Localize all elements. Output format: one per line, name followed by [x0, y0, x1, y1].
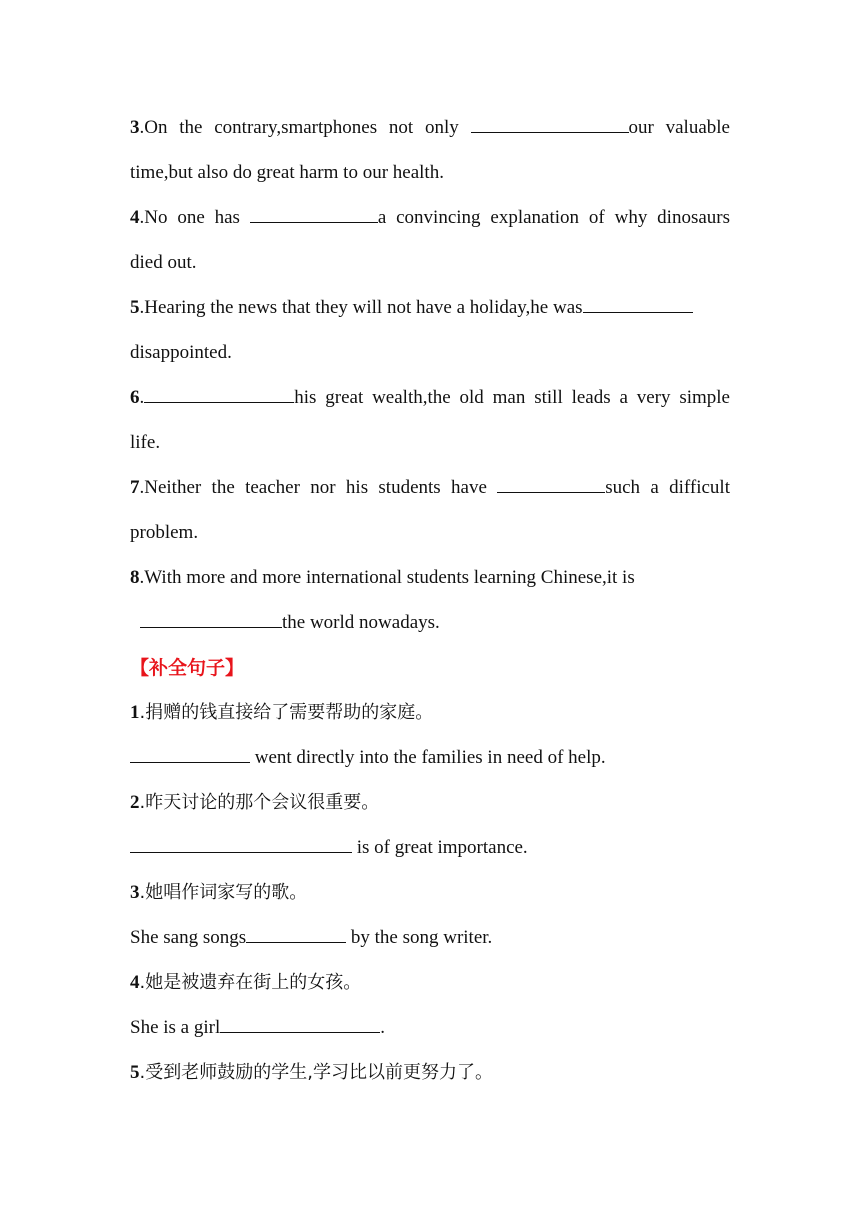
question-5-line-2: disappointed.	[130, 342, 232, 363]
question-number: 3	[130, 117, 140, 138]
chinese-prompt: .她是被遗弃在街上的女孩。	[139, 972, 362, 993]
answer-blank[interactable]	[220, 1014, 380, 1033]
answer-blank[interactable]	[246, 924, 346, 943]
question-3-line-1	[130, 114, 730, 142]
question-4-line-2: died out.	[130, 252, 197, 273]
complete-3-answer	[130, 924, 730, 952]
complete-1-answer	[130, 744, 730, 772]
sentence-text: by the song writer.	[346, 927, 493, 948]
sentence-text: went directly into the families in need of help.	[250, 747, 606, 768]
question-text: our valuable	[628, 117, 730, 138]
complete-5-prompt	[130, 1059, 730, 1087]
chinese-prompt: .捐赠的钱直接给了需要帮助的家庭。	[139, 702, 434, 723]
question-4-line-1	[130, 204, 730, 232]
question-number: 3	[130, 882, 140, 903]
complete-2-prompt	[130, 789, 730, 817]
complete-4-prompt	[130, 969, 730, 997]
question-text: his great wealth,the old man still leads a very simple	[294, 387, 730, 408]
question-3-line-2: time,but also do great harm to our health.	[130, 162, 444, 183]
question-8-line-2	[140, 609, 740, 637]
question-7-line-2: problem.	[130, 522, 199, 543]
answer-blank[interactable]	[471, 114, 629, 133]
question-text: .No one has	[139, 207, 250, 228]
question-number: 2	[130, 792, 140, 813]
chinese-prompt: .她唱作词家写的歌。	[139, 882, 308, 903]
answer-blank[interactable]	[130, 744, 250, 763]
question-number: 5	[130, 1062, 140, 1083]
section-heading: 【补全句子】	[130, 657, 245, 679]
answer-blank[interactable]	[144, 384, 294, 403]
sentence-text: is of great importance.	[352, 837, 528, 858]
complete-3-prompt	[130, 879, 730, 907]
question-text: the world nowadays.	[282, 612, 440, 633]
chinese-prompt: .昨天讨论的那个会议很重要。	[139, 792, 380, 813]
question-text: such a difficult	[605, 477, 730, 498]
question-text: .	[139, 387, 145, 408]
sentence-text: She sang songs	[130, 927, 247, 948]
complete-1-prompt	[130, 699, 730, 727]
question-number: 4	[130, 972, 140, 993]
question-7-line-1	[130, 474, 730, 502]
question-6-line-1	[130, 384, 730, 412]
question-text: .On the contrary,smartphones not only	[139, 117, 471, 138]
sentence-text: She is a girl	[130, 1017, 221, 1038]
answer-blank[interactable]	[583, 294, 693, 313]
answer-blank[interactable]	[140, 609, 282, 628]
question-5-line-1	[130, 294, 730, 322]
question-number: 7	[130, 477, 140, 498]
complete-4-answer	[130, 1014, 730, 1042]
question-text: .Hearing the news that they will not have a holiday,he was	[139, 297, 583, 318]
question-number: 5	[130, 297, 140, 318]
question-number: 1	[130, 702, 140, 723]
chinese-prompt: .受到老师鼓励的学生,学习比以前更努力了。	[139, 1062, 493, 1083]
answer-blank[interactable]	[497, 474, 605, 493]
sentence-text: .	[380, 1017, 385, 1038]
answer-blank[interactable]	[250, 204, 378, 223]
question-number: 6	[130, 387, 140, 408]
question-text: .With more and more international students learning Chinese,it is	[139, 567, 635, 588]
question-text: a convincing explanation of why dinosaurs	[377, 207, 731, 228]
question-number: 8	[130, 567, 140, 588]
question-6-line-2: life.	[130, 432, 161, 453]
answer-blank[interactable]	[130, 834, 352, 853]
question-text: .Neither the teacher nor his students have	[139, 477, 498, 498]
complete-2-answer	[130, 834, 730, 862]
question-8-line-1	[130, 564, 730, 592]
question-number: 4	[130, 207, 140, 228]
